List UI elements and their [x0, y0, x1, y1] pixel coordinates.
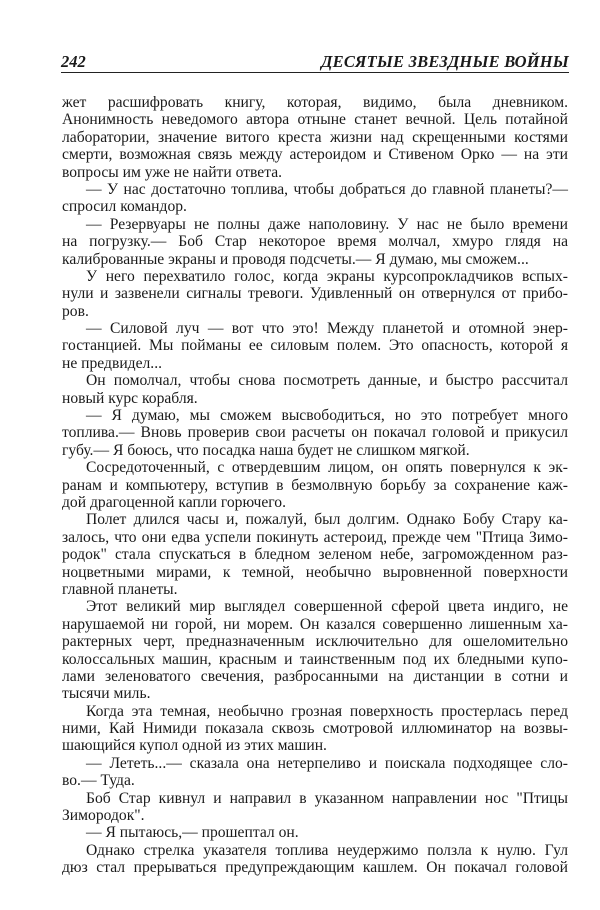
paragraph [62, 216, 568, 268]
text-line: Когда эта темная, необычно грозная поверхность простерлась перед [86, 702, 568, 720]
paragraph [62, 703, 568, 755]
text-line: дой драгоценной капли горючего. [62, 493, 286, 511]
text-line: — Лететь...— сказала она нетерпеливо и поискала подходящее сло- [86, 754, 568, 772]
text-line: не предвидел... [62, 354, 162, 372]
text-line: главной планеты. [62, 580, 178, 598]
paragraph [62, 755, 568, 790]
paragraph [62, 511, 568, 598]
book-title: ДЕСЯТЫЕ ЗВЕЗДНЫЕ ВОЙНЫ [321, 52, 569, 71]
text-line: нули и зазвенели сигналы тревоги. Удивленный он отвернулся от прибо- [62, 285, 568, 303]
text-line: Сосредоточенный, с отвердевшим лицом, он опять повернулся к эк- [86, 459, 568, 477]
text-line: Этот великий мир выглядел совершенной сферой цвета индиго, не [86, 598, 568, 616]
text-line: гостанцией. Мы пойманы ее силовым полем. Это опасность, которой я [62, 337, 568, 355]
text-line: колоссальных машин, красным и таинственным под их бледными купо- [62, 650, 568, 668]
text-line: нарушаемой ни горой, ни морем. Он казался совершенно лишенным ха- [62, 615, 568, 633]
text-line: губу.— Я боюсь, что посадка наша будет не слишком мягкой. [62, 441, 470, 459]
text-line: Однако стрелка указателя топлива неудержимо ползла к нулю. Гул [86, 841, 568, 859]
page-number: 242 [61, 52, 86, 71]
text-line: — Резервуары не полны даже наполовину. У нас не было времени [86, 215, 568, 233]
text-line: Он помолчал, чтобы снова посмотреть данные, и быстро рассчитал [86, 372, 568, 390]
text-line: Боб Стар кивнул и направил в указанном направлении нос "Птицы [86, 789, 568, 807]
text-line: топлива.— Вновь проверив свои расчеты он покачал головой и прикусил [62, 424, 568, 442]
paragraph [62, 598, 568, 702]
text-line: смерти, возможная связь между астероидом и Стивеном Орко — на эти [62, 146, 568, 164]
text-line: Зимородок". [62, 807, 145, 825]
text-line: — Силовой луч — вот что это! Между планетой и отомной энер- [86, 320, 568, 338]
text-line: лами зеленоватого свечения, разбросанными на дистанции в сотни и [62, 667, 568, 685]
paragraph [62, 459, 568, 511]
text-line: Полет длился часы и, пожалуй, был долгим. Однако Бобу Стару ка- [86, 511, 568, 529]
text-line: вопросы им уже не найти ответа. [62, 163, 283, 181]
paragraph [62, 824, 568, 841]
paragraph [62, 268, 568, 320]
text-line: рактерных черт, предназначенным исключительно для ошеломительно [62, 633, 568, 651]
text-line: дюз стал прерываться предупреждающим кашлем. Он покачал головой [62, 859, 568, 877]
text-line: У него перехватило голос, когда экраны курсопрокладчиков вспых- [86, 267, 568, 285]
text-line: — Я думаю, мы сможем высвободиться, но это потребует много [86, 407, 568, 425]
text-line: Анонимность неведомого автора отныне станет вечной. Цель потайной [62, 111, 568, 129]
text-line: тысячи миль. [62, 685, 151, 703]
text-line: шающийся купол одной из этих машин. [62, 737, 327, 755]
paragraph [62, 842, 568, 877]
text-line: на погрузку.— Боб Стар некоторое время молчал, хмуро глядя на [62, 233, 568, 251]
paragraph [62, 372, 568, 407]
page-body-text [62, 94, 568, 877]
text-line: калиброванные экраны и проводя подсчеты.— Я думаю, мы сможем... [62, 250, 529, 268]
text-line: ними, Кай Нимиди показала сквозь смотровой иллюминатор на возвы- [62, 720, 568, 738]
paragraph [62, 94, 568, 181]
text-line: во.— Туда. [62, 772, 135, 790]
text-line: новый курс корабля. [62, 389, 198, 407]
text-line: ранам и компьютеру, вступив в безмолвную борьбу за сохранение каж- [62, 476, 568, 494]
text-line: ров. [62, 302, 89, 320]
text-line: — Я пытаюсь,— прошептал он. [86, 824, 299, 842]
text-line: залось, что они едва успели покинуть астероид, прежде чем "Птица Зимо- [62, 528, 568, 546]
paragraph [62, 320, 568, 372]
text-line: лаборатории, значение витого креста жизни над скрещенными костями [62, 128, 568, 146]
paragraph [62, 790, 568, 825]
text-line: ноцветными мирами, к темной, необычно выровненной поверхности [62, 563, 568, 581]
text-line: — У нас достаточно топлива, чтобы добраться до главной планеты?— [86, 180, 568, 198]
text-line: жет расшифровать книгу, которая, видимо, была дневником. [62, 94, 568, 111]
text-line: спросил командор. [62, 198, 187, 216]
running-header [61, 52, 569, 73]
paragraph [62, 407, 568, 459]
paragraph [62, 181, 568, 216]
text-line: родок" стала спускаться в бледном зеленом небе, загроможденном раз- [62, 546, 568, 564]
